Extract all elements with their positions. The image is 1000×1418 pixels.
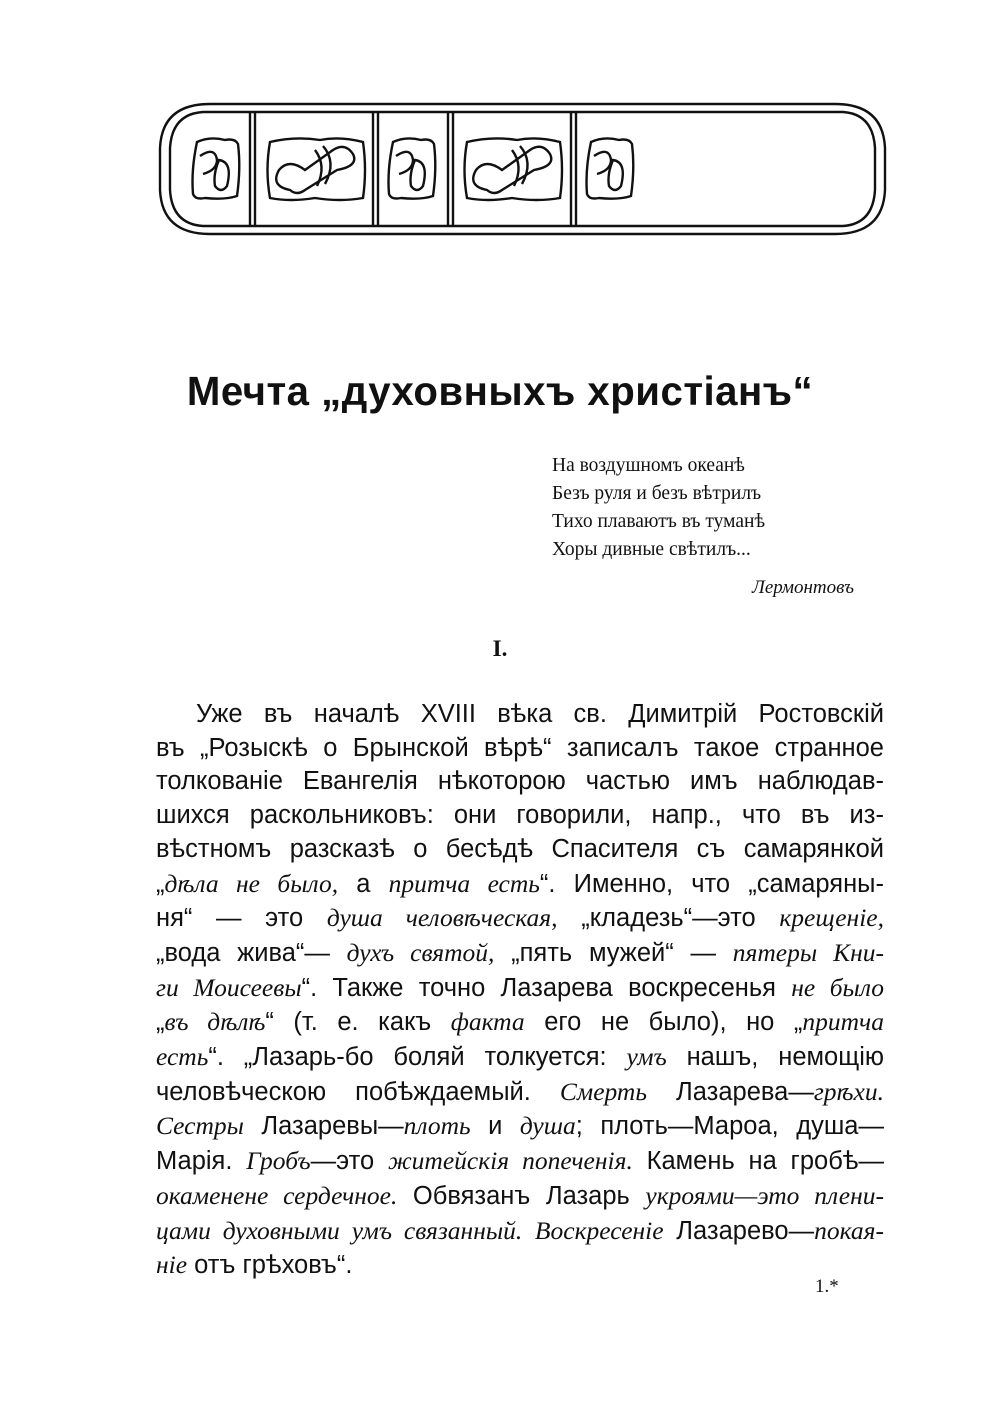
text-line bbox=[156, 1075, 884, 1110]
text-run: „кладезь“—это bbox=[557, 904, 780, 933]
italic-run: крещеніе, bbox=[779, 903, 884, 933]
text-line bbox=[156, 1109, 884, 1144]
text-run: Лазаревы— bbox=[243, 1112, 404, 1141]
text-run: “ (т. е. какъ bbox=[265, 1008, 451, 1037]
text-run: ня“ — это bbox=[156, 904, 327, 933]
italic-run: укроями—это плени- bbox=[645, 1180, 884, 1210]
italic-run: окаменене сердечное. bbox=[156, 1180, 398, 1210]
text-run: ; плоть—Мароа, душа— bbox=[575, 1112, 884, 1141]
text-line bbox=[156, 901, 884, 936]
italic-run: ги Моисеевы bbox=[156, 972, 302, 1002]
text-line bbox=[156, 732, 884, 766]
text-run: нашъ, немощію bbox=[666, 1043, 884, 1072]
text-line bbox=[156, 1214, 884, 1249]
text-run: “. „Лазарь-бо боляй толкуется: bbox=[208, 1043, 627, 1072]
text-run: “. Именно, что „самаряны- bbox=[539, 869, 884, 898]
text-run: Камень на гробѣ— bbox=[632, 1147, 884, 1176]
italic-run: житейскія попеченія. bbox=[387, 1146, 633, 1176]
italic-run: умъ bbox=[626, 1042, 667, 1072]
text-line bbox=[156, 936, 884, 971]
text-line bbox=[156, 698, 884, 732]
italic-run: не было bbox=[791, 972, 884, 1002]
italic-run: плоть bbox=[403, 1111, 471, 1141]
italic-run: Сестры bbox=[156, 1111, 244, 1141]
text-run: толкованіе Евангелія нѣкоторою частью имъ наблюдав- bbox=[156, 767, 884, 796]
text-run: Уже въ началѣ XVIII вѣка св. Димитрій Ростовскій bbox=[196, 700, 884, 728]
italic-run: дѣла не было, bbox=[164, 868, 339, 898]
text-run: человѣческою побѣждаемый. bbox=[156, 1077, 560, 1106]
epigraph-line: Хоры дивные свѣтилъ... bbox=[552, 539, 751, 560]
italic-run: ніе bbox=[156, 1250, 188, 1280]
italic-run: Смерть bbox=[559, 1076, 647, 1106]
italic-run: душа bbox=[519, 1111, 576, 1141]
text-line bbox=[156, 765, 884, 799]
text-run: „пять мужей“ — bbox=[494, 938, 733, 967]
chapter-title: Мечта „духовныхъ христіанъ“ bbox=[186, 368, 814, 414]
italic-run: покая- bbox=[814, 1215, 884, 1245]
epigraph-author: Лермонтовъ bbox=[752, 577, 854, 598]
text-run: —это bbox=[310, 1147, 388, 1176]
text-line bbox=[156, 799, 884, 833]
text-line bbox=[156, 1179, 884, 1214]
italic-run: цами духовными умъ связанный. bbox=[156, 1215, 523, 1245]
page-number: 1.* bbox=[815, 1276, 839, 1297]
epigraph-line: На воздушномъ океанѣ bbox=[552, 455, 745, 476]
italic-run: въ дѣлѣ bbox=[164, 1007, 266, 1037]
text-run: а bbox=[338, 869, 389, 898]
epigraph bbox=[552, 452, 872, 602]
epigraph-line: Тихо плаваютъ въ туманѣ bbox=[552, 511, 766, 532]
italic-run: притча bbox=[802, 1007, 884, 1037]
text-run: и bbox=[470, 1112, 520, 1141]
text-run: “. Также точно Лазарева воскресенья bbox=[301, 973, 792, 1002]
italic-run: Гробъ bbox=[246, 1146, 311, 1176]
text-line bbox=[156, 971, 884, 1006]
text-run: Лазарево— bbox=[663, 1216, 815, 1245]
text-run: его не было), но „ bbox=[524, 1008, 803, 1037]
body-paragraph bbox=[156, 698, 884, 1283]
text-run bbox=[522, 1217, 535, 1245]
text-line bbox=[156, 1040, 884, 1075]
decorative-headpiece-ornament bbox=[155, 98, 890, 238]
epigraph-line: Безъ руля и безъ вѣтрилъ bbox=[552, 483, 762, 504]
italic-run: душа человѣческая, bbox=[326, 903, 558, 933]
text-run: Марія. bbox=[156, 1147, 247, 1176]
text-line bbox=[156, 833, 884, 867]
text-line bbox=[156, 1144, 884, 1179]
text-run: Лазарева— bbox=[646, 1077, 814, 1106]
text-line bbox=[156, 867, 884, 902]
section-number: I. bbox=[492, 636, 508, 661]
text-run: „вода жива“— bbox=[156, 938, 347, 967]
text-run: отъ грѣховъ“. bbox=[187, 1251, 353, 1280]
text-run: „ bbox=[156, 869, 165, 898]
text-run: Обвязанъ Лазарь bbox=[397, 1181, 646, 1210]
italic-run: грѣхи. bbox=[813, 1076, 884, 1106]
italic-run: Воскресеніе bbox=[534, 1215, 664, 1245]
italic-run: факта bbox=[450, 1007, 525, 1037]
text-run: въ „Розыскѣ о Брынской вѣрѣ“ записалъ такое странное bbox=[156, 733, 884, 762]
text-line bbox=[156, 1005, 884, 1040]
italic-run: притча есть bbox=[388, 868, 540, 898]
italic-run: пятеры Кни- bbox=[732, 937, 884, 967]
text-run: шихся раскольниковъ: они говорили, напр., что въ из- bbox=[156, 801, 884, 830]
text-run: вѣстномъ разсказѣ о бесѣдѣ Спасителя съ самарянкой bbox=[156, 834, 884, 863]
text-run: „ bbox=[156, 1008, 165, 1037]
italic-run: есть bbox=[156, 1042, 209, 1072]
italic-run: духъ святой, bbox=[346, 937, 495, 967]
text-line bbox=[156, 1248, 884, 1283]
